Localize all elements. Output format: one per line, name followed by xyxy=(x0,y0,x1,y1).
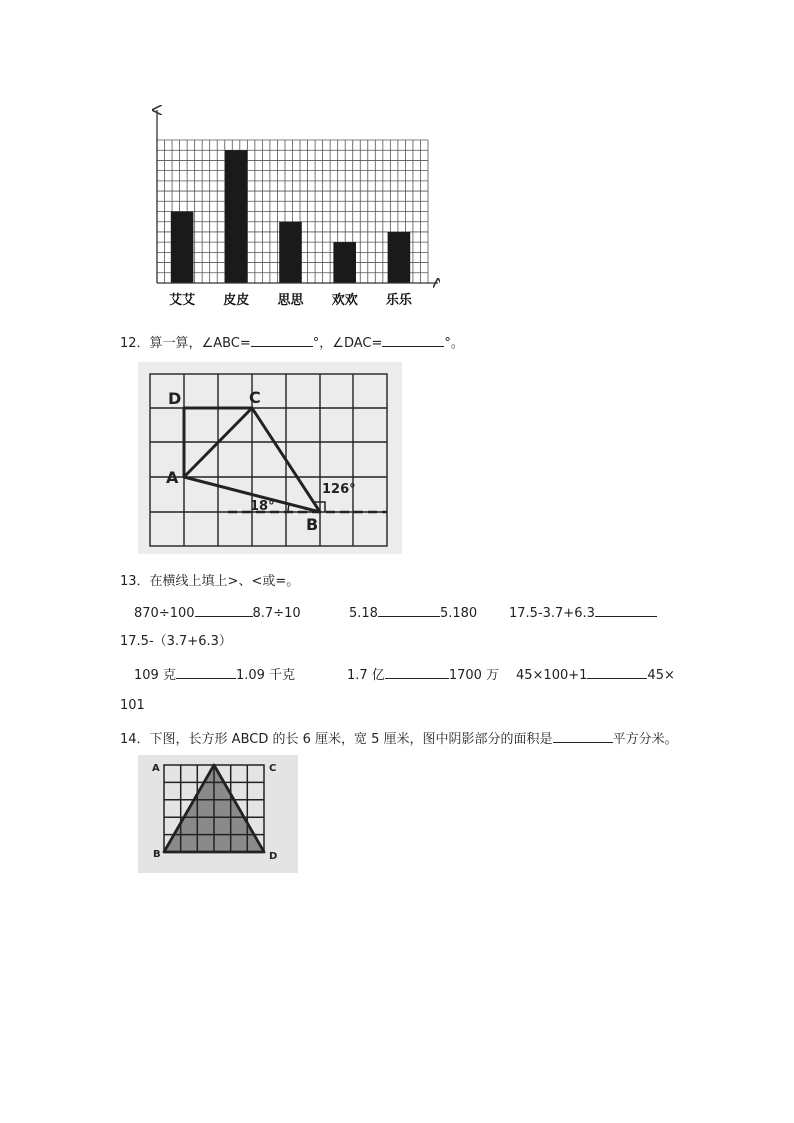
q13-8-7-div-10: 8.7÷10 xyxy=(252,606,301,621)
question-12 xyxy=(120,334,464,352)
bar-1 xyxy=(171,212,194,284)
q12-number: 12． xyxy=(120,336,150,351)
q13-blank-4[interactable] xyxy=(176,666,236,679)
q13-45x100plus1: 45×100+1 xyxy=(516,668,588,683)
q12-degree-end: °。 xyxy=(444,336,464,351)
bar-chart xyxy=(140,100,440,315)
q14-label-c: C xyxy=(269,763,277,774)
q13-blank-2[interactable] xyxy=(378,604,440,617)
q12-degree-sep: °， xyxy=(312,336,333,351)
category-label-5: 乐乐 xyxy=(385,293,412,308)
q13-101: 101 xyxy=(120,698,145,713)
abc-answer-blank[interactable] xyxy=(251,334,313,347)
q14-text-after: 平方分米。 xyxy=(612,732,678,747)
q12-angle-18: 18° xyxy=(250,499,275,514)
q13-blank-5[interactable] xyxy=(385,666,449,679)
q12-angle-126: 126° xyxy=(322,482,356,497)
q13-row1-c-cont xyxy=(120,634,232,650)
q13-row1-b xyxy=(349,604,477,622)
q13-expr-right: 17.5-（3.7+6.3） xyxy=(120,634,232,649)
q14-number: 14． xyxy=(120,732,150,747)
q13-blank-1[interactable] xyxy=(195,604,253,617)
q14-label-b: B xyxy=(153,849,161,860)
q13-5-180: 5.180 xyxy=(439,606,478,621)
category-label-1: 艾艾 xyxy=(169,293,196,308)
q13-row2-c-cont xyxy=(120,698,145,714)
chart-category-labels xyxy=(169,292,413,308)
q13-instruction: 在横线上填上>、<或=。 xyxy=(149,574,300,589)
question-13-title xyxy=(120,574,299,590)
bar-2 xyxy=(225,150,248,283)
q14-label-a: A xyxy=(152,763,160,774)
q13-45x: 45× xyxy=(647,668,675,683)
q13-row2-a xyxy=(134,666,295,684)
q12-label-c: C xyxy=(249,388,261,407)
chart-bars xyxy=(171,150,410,283)
q14-label-d: D xyxy=(269,851,278,862)
category-label-3: 思思 xyxy=(277,293,304,308)
q13-5-18: 5.18 xyxy=(349,606,378,621)
q14-answer-blank[interactable] xyxy=(553,730,613,743)
q13-1-09kg: 1.09 千克 xyxy=(235,668,296,683)
q12-label-a: A xyxy=(166,468,179,487)
q14-figure xyxy=(138,755,298,873)
q13-1700wan: 1700 万 xyxy=(448,668,500,683)
question-14 xyxy=(120,730,678,748)
bar-3 xyxy=(279,222,302,283)
q12-label-d: D xyxy=(168,389,182,408)
q13-row1-c xyxy=(509,604,657,622)
q13-number: 13． xyxy=(120,574,150,589)
bar-5 xyxy=(388,232,411,283)
q12-figure xyxy=(138,362,402,554)
q14-text-before: 下图，长方形 ABCD 的长 6 厘米，宽 5 厘米，图中阴影部分的面积是 xyxy=(149,732,553,747)
q13-blank-6[interactable] xyxy=(587,666,647,679)
q13-expr-left: 17.5-3.7+6.3 xyxy=(509,606,595,621)
category-label-4: 欢欢 xyxy=(331,293,358,308)
category-label-2: 皮皮 xyxy=(223,293,250,308)
q13-870-div-100: 870÷100 xyxy=(134,606,195,621)
q13-1-7yi: 1.7 亿 xyxy=(347,668,385,683)
q13-109g: 109 克 xyxy=(134,668,176,683)
q12-dac-label: ∠DAC= xyxy=(332,336,383,351)
q13-row2-b xyxy=(347,666,499,684)
q12-prefix: 算一算， xyxy=(149,336,202,351)
dac-answer-blank[interactable] xyxy=(382,334,444,347)
q12-abc-label: ∠ABC= xyxy=(201,336,251,351)
q12-label-b: B xyxy=(306,515,319,534)
q13-row1-a xyxy=(134,604,301,622)
q13-row2-c xyxy=(516,666,675,684)
q13-blank-3[interactable] xyxy=(595,604,657,617)
bar-4 xyxy=(333,242,356,283)
